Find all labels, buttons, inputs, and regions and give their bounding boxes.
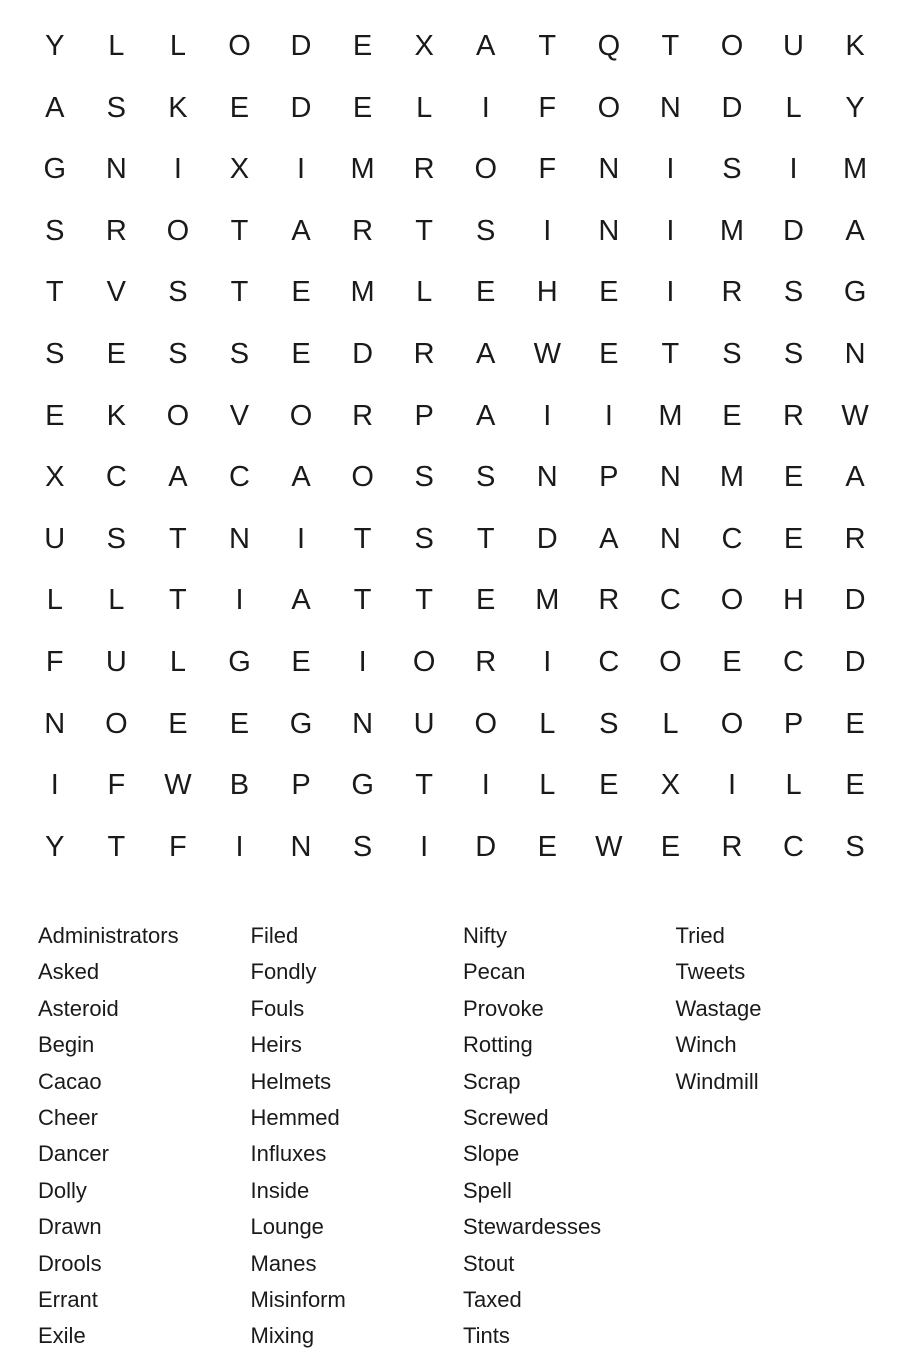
grid-row <box>24 447 886 509</box>
grid-letter[interactable]: H <box>783 584 804 617</box>
word-list-item: Administrators <box>38 923 179 948</box>
grid-letter[interactable]: I <box>235 830 244 863</box>
grid-letter[interactable]: E <box>229 91 250 124</box>
grid-letter[interactable]: E <box>722 645 742 678</box>
grid-letter[interactable]: R <box>413 153 435 186</box>
grid-letter[interactable]: L <box>539 707 556 740</box>
grid-letter[interactable]: M <box>658 399 683 432</box>
grid-letter[interactable]: S <box>476 214 496 247</box>
grid-letter[interactable]: D <box>290 91 312 124</box>
grid-letter[interactable]: L <box>169 645 186 678</box>
grid-letter[interactable]: Y <box>845 91 865 124</box>
grid-letter[interactable]: S <box>476 461 496 494</box>
grid-letter[interactable]: A <box>291 214 311 247</box>
grid-letter[interactable]: P <box>291 769 311 802</box>
grid-letter[interactable]: C <box>783 645 804 678</box>
grid-letter[interactable]: U <box>44 522 66 555</box>
grid-letter[interactable]: T <box>415 584 434 617</box>
grid-letter[interactable]: E <box>106 337 127 370</box>
grid-letter[interactable]: E <box>845 707 865 740</box>
grid-letter[interactable]: N <box>352 707 374 740</box>
grid-letter[interactable]: A <box>291 461 311 494</box>
grid-letter[interactable]: S <box>106 91 127 124</box>
grid-letter[interactable]: T <box>353 584 372 617</box>
grid-letter[interactable]: C <box>659 584 681 617</box>
word-list-item: Errant <box>38 1286 98 1312</box>
grid-letter[interactable]: R <box>844 522 866 555</box>
grid-letter[interactable]: L <box>108 584 125 617</box>
word-list-item: Helmets <box>250 1068 332 1094</box>
grid-letter[interactable]: A <box>845 214 865 247</box>
word-list-item: Winch <box>675 1032 737 1058</box>
grid-letter[interactable]: O <box>351 461 374 494</box>
grid-letter[interactable]: P <box>414 399 434 432</box>
grid-letter[interactable]: F <box>45 645 64 678</box>
word-list-item: Tried <box>675 923 725 948</box>
grid-letter[interactable]: O <box>720 30 744 62</box>
grid-letter[interactable]: C <box>105 461 127 494</box>
word-list-item: Dolly <box>38 1177 87 1203</box>
word-list <box>38 918 888 1355</box>
grid-letter[interactable]: N <box>290 830 312 863</box>
grid-letter[interactable]: E <box>352 91 373 124</box>
word-list-item: Tweets <box>675 959 746 985</box>
grid-letter[interactable]: E <box>599 337 619 370</box>
grid-letter[interactable]: D <box>536 522 558 555</box>
grid-letter[interactable]: I <box>173 153 182 186</box>
grid-letter[interactable]: I <box>543 214 552 247</box>
grid-letter[interactable]: D <box>844 584 866 617</box>
grid-letter[interactable]: R <box>413 337 435 370</box>
grid-letter[interactable]: D <box>352 337 374 370</box>
grid-letter[interactable]: E <box>783 461 804 494</box>
grid-letter[interactable]: A <box>476 399 496 432</box>
grid-letter[interactable]: L <box>662 707 679 740</box>
grid-letter[interactable]: S <box>722 337 742 370</box>
grid-letter[interactable]: S <box>414 461 434 494</box>
grid-letter[interactable]: O <box>228 30 251 62</box>
grid-letter[interactable]: W <box>841 399 869 432</box>
grid-letter[interactable]: O <box>412 645 436 678</box>
grid-letter[interactable]: E <box>537 830 557 863</box>
word-list-item: Stewardesses <box>463 1214 602 1240</box>
grid-letter[interactable]: U <box>413 707 435 740</box>
grid-row <box>24 509 886 571</box>
grid-letter[interactable]: L <box>416 276 433 309</box>
grid-letter[interactable]: E <box>476 584 496 617</box>
grid-letter[interactable]: V <box>229 399 250 432</box>
grid-letter[interactable]: I <box>604 399 613 432</box>
word-list-item: Lounge <box>250 1214 324 1240</box>
grid-letter[interactable]: E <box>291 276 311 309</box>
grid-letter[interactable]: T <box>230 214 249 247</box>
word-list-item: Fouls <box>250 995 305 1021</box>
grid-letter[interactable]: S <box>168 337 188 370</box>
grid-letter[interactable]: R <box>598 584 620 617</box>
grid-row <box>24 78 886 140</box>
grid-letter[interactable]: R <box>721 276 743 309</box>
grid-letter[interactable]: G <box>228 645 251 678</box>
grid-letter[interactable]: S <box>45 337 65 370</box>
grid-letter[interactable]: G <box>43 153 67 186</box>
word-list-item: Influxes <box>250 1141 327 1167</box>
grid-letter[interactable]: F <box>538 91 557 124</box>
word-list-item: Hemmed <box>250 1104 340 1130</box>
grid-letter[interactable]: X <box>229 153 250 186</box>
grid-letter[interactable]: T <box>661 30 680 62</box>
word-list-item: Cacao <box>38 1068 102 1094</box>
grid-letter[interactable]: I <box>543 399 552 432</box>
word-list-item: Provoke <box>463 995 544 1021</box>
grid-row <box>24 817 886 879</box>
grid-letter[interactable]: Y <box>45 830 65 863</box>
grid-letter[interactable]: W <box>164 769 192 802</box>
grid-row <box>24 139 886 201</box>
grid-letter[interactable]: L <box>169 30 186 62</box>
letter-grid <box>24 16 886 878</box>
grid-letter[interactable]: N <box>844 337 866 370</box>
grid-letter[interactable]: S <box>352 830 373 863</box>
grid-letter[interactable]: T <box>169 522 187 555</box>
grid-row <box>24 201 886 263</box>
grid-letter[interactable]: I <box>481 91 490 124</box>
grid-letter[interactable]: N <box>536 461 558 494</box>
grid-letter[interactable]: C <box>598 645 620 678</box>
grid-letter[interactable]: E <box>722 399 742 432</box>
grid-letter[interactable]: E <box>168 707 188 740</box>
grid-letter[interactable]: S <box>168 276 188 309</box>
grid-letter[interactable]: R <box>352 399 374 432</box>
grid-letter[interactable]: W <box>533 337 561 370</box>
grid-letter[interactable]: S <box>783 276 804 309</box>
word-list-item: Wastage <box>675 995 762 1021</box>
grid-letter[interactable]: I <box>789 153 798 186</box>
word-list-item: Rotting <box>463 1032 533 1058</box>
grid-letter[interactable]: D <box>721 91 743 124</box>
grid-letter[interactable]: I <box>666 276 675 309</box>
grid-letter[interactable]: N <box>105 153 127 186</box>
grid-letter[interactable]: F <box>107 769 126 802</box>
grid-letter[interactable]: E <box>783 522 804 555</box>
word-list-item: Drawn <box>38 1214 102 1240</box>
word-list-item: Tints <box>463 1323 510 1349</box>
grid-letter[interactable]: O <box>720 707 744 740</box>
grid-letter[interactable]: O <box>597 91 621 124</box>
word-list-item: Scrap <box>463 1068 521 1094</box>
word-list-item: Asked <box>38 959 100 985</box>
grid-letter[interactable]: O <box>166 214 190 247</box>
grid-letter[interactable]: I <box>666 214 675 247</box>
grid-letter[interactable]: G <box>289 707 313 740</box>
word-list-item: Begin <box>38 1032 95 1058</box>
grid-letter[interactable]: W <box>595 830 623 863</box>
grid-letter[interactable]: L <box>539 769 556 802</box>
grid-letter[interactable]: R <box>721 830 743 863</box>
grid-letter[interactable]: E <box>599 769 619 802</box>
grid-letter[interactable]: O <box>289 399 313 432</box>
grid-letter[interactable]: P <box>599 461 619 494</box>
grid-letter[interactable]: E <box>476 276 496 309</box>
grid-letter[interactable]: S <box>414 522 434 555</box>
grid-letter[interactable]: K <box>106 399 127 432</box>
grid-letter[interactable]: T <box>45 276 64 309</box>
grid-letter[interactable]: R <box>352 214 374 247</box>
grid-letter[interactable]: Y <box>45 30 65 62</box>
grid-row <box>24 694 886 756</box>
word-list-column <box>251 918 464 1355</box>
word-list-item: Filed <box>250 923 299 948</box>
grid-letter[interactable]: L <box>416 91 433 124</box>
grid-letter[interactable]: I <box>481 769 490 802</box>
grid-letter[interactable]: D <box>290 30 312 62</box>
grid-letter[interactable]: N <box>659 461 681 494</box>
grid-letter[interactable]: A <box>599 522 619 555</box>
grid-letter[interactable]: T <box>661 337 680 370</box>
grid-letter[interactable]: S <box>845 830 865 863</box>
grid-letter[interactable]: O <box>166 399 190 432</box>
grid-letter[interactable]: E <box>845 769 865 802</box>
grid-letter[interactable]: N <box>659 91 681 124</box>
grid-letter[interactable]: N <box>598 153 620 186</box>
grid-letter[interactable]: E <box>291 337 311 370</box>
grid-letter[interactable]: X <box>45 461 65 494</box>
word-list-item: Manes <box>250 1250 317 1276</box>
grid-letter[interactable]: T <box>230 276 249 309</box>
word-list-column <box>676 918 889 1355</box>
grid-letter[interactable]: F <box>538 153 557 186</box>
grid-row <box>24 16 886 78</box>
grid-letter[interactable]: S <box>783 337 804 370</box>
grid-letter[interactable]: E <box>599 276 619 309</box>
grid-letter[interactable]: T <box>169 584 187 617</box>
grid-letter[interactable]: N <box>598 214 620 247</box>
grid-letter[interactable]: C <box>783 830 804 863</box>
word-list-item: Drools <box>38 1250 102 1276</box>
grid-letter[interactable]: X <box>414 30 434 62</box>
grid-letter[interactable]: U <box>105 645 127 678</box>
grid-letter[interactable]: L <box>108 30 125 62</box>
grid-letter[interactable]: I <box>50 769 59 802</box>
grid-letter[interactable]: F <box>169 830 187 863</box>
grid-letter[interactable]: N <box>228 522 250 555</box>
grid-row <box>24 755 886 817</box>
grid-letter[interactable]: T <box>353 522 372 555</box>
grid-letter[interactable]: T <box>415 214 434 247</box>
grid-letter[interactable]: I <box>727 769 736 802</box>
grid-letter[interactable]: O <box>474 707 497 740</box>
grid-letter[interactable]: O <box>105 707 128 740</box>
word-list-item: Cheer <box>38 1104 98 1130</box>
word-list-item: Asteroid <box>38 995 119 1021</box>
word-list-item: Stout <box>463 1250 515 1276</box>
grid-letter[interactable]: P <box>783 707 804 740</box>
word-list-item: Exile <box>38 1323 86 1349</box>
grid-letter[interactable]: O <box>720 584 744 617</box>
grid-letter[interactable]: O <box>659 645 682 678</box>
grid-row <box>24 324 886 386</box>
grid-letter[interactable]: U <box>783 30 804 62</box>
grid-letter[interactable]: I <box>543 645 552 678</box>
grid-letter[interactable]: C <box>228 461 250 494</box>
word-list-item: Pecan <box>463 959 526 985</box>
grid-letter[interactable]: A <box>476 337 496 370</box>
grid-letter[interactable]: M <box>535 584 560 617</box>
grid-letter[interactable]: E <box>352 30 373 62</box>
grid-letter[interactable]: H <box>536 276 558 309</box>
grid-letter[interactable]: C <box>721 522 743 555</box>
word-list-item: Mixing <box>250 1323 315 1349</box>
grid-letter[interactable]: I <box>297 522 306 555</box>
grid-row <box>24 262 886 324</box>
grid-letter[interactable]: G <box>351 769 374 802</box>
grid-letter[interactable]: I <box>358 645 367 678</box>
word-list-item: Taxed <box>463 1286 522 1312</box>
grid-letter[interactable]: M <box>719 214 745 247</box>
grid-letter[interactable]: T <box>415 769 434 802</box>
grid-letter[interactable]: S <box>599 707 619 740</box>
grid-letter[interactable]: E <box>229 707 250 740</box>
word-list-item: Misinform <box>250 1286 346 1312</box>
grid-letter[interactable]: K <box>845 30 865 62</box>
word-list-item: Fondly <box>250 959 317 985</box>
grid-letter[interactable]: L <box>785 769 802 802</box>
grid-letter[interactable]: S <box>106 522 127 555</box>
grid-letter[interactable]: E <box>660 830 681 863</box>
grid-letter[interactable]: T <box>107 830 126 863</box>
grid-letter[interactable]: A <box>291 584 311 617</box>
grid-letter[interactable]: S <box>45 214 65 247</box>
word-list-item: Spell <box>463 1177 512 1203</box>
grid-letter[interactable]: K <box>168 91 188 124</box>
grid-row <box>24 632 886 694</box>
word-list-item: Heirs <box>250 1032 302 1058</box>
grid-letter[interactable]: R <box>783 399 804 432</box>
grid-letter[interactable]: T <box>476 522 495 555</box>
grid-letter[interactable]: L <box>46 584 63 617</box>
word-list-item: Windmill <box>675 1068 759 1094</box>
grid-letter[interactable]: G <box>843 276 867 309</box>
grid-letter[interactable]: X <box>660 769 681 802</box>
grid-letter[interactable]: I <box>297 153 306 186</box>
grid-letter[interactable]: M <box>350 153 375 186</box>
grid-letter[interactable]: T <box>538 30 557 62</box>
word-list-column <box>38 918 251 1355</box>
grid-letter[interactable]: E <box>291 645 311 678</box>
grid-letter[interactable]: E <box>45 399 65 432</box>
grid-letter[interactable]: I <box>666 153 675 186</box>
word-list-item: Slope <box>463 1141 520 1167</box>
grid-letter[interactable]: D <box>783 214 804 247</box>
grid-letter[interactable]: M <box>843 153 868 186</box>
grid-letter[interactable]: D <box>475 830 497 863</box>
grid-letter[interactable]: I <box>420 830 429 863</box>
grid-letter[interactable]: A <box>845 461 865 494</box>
grid-letter[interactable]: R <box>475 645 497 678</box>
grid-letter[interactable]: A <box>45 91 65 124</box>
word-list-item: Dancer <box>38 1141 109 1167</box>
grid-letter[interactable]: A <box>476 30 496 62</box>
word-list-item: Inside <box>250 1177 310 1203</box>
grid-letter[interactable]: S <box>722 153 742 186</box>
grid-letter[interactable]: M <box>350 276 375 309</box>
word-list-column <box>463 918 676 1355</box>
grid-letter[interactable]: S <box>229 337 250 370</box>
word-list-item: Screwed <box>463 1104 549 1130</box>
grid-letter[interactable]: N <box>44 707 66 740</box>
grid-letter[interactable]: N <box>659 522 681 555</box>
grid-letter[interactable]: A <box>168 461 188 494</box>
grid-letter[interactable]: L <box>785 91 802 124</box>
grid-letter[interactable]: Q <box>597 30 621 62</box>
grid-letter[interactable]: O <box>474 153 497 186</box>
grid-letter[interactable]: R <box>105 214 127 247</box>
grid-letter[interactable]: D <box>844 645 866 678</box>
grid-row <box>24 570 886 632</box>
grid-letter[interactable]: I <box>235 584 244 617</box>
grid-row <box>24 386 886 448</box>
grid-letter[interactable]: M <box>719 461 745 494</box>
word-list-item: Nifty <box>463 923 507 948</box>
grid-letter[interactable]: B <box>229 769 250 802</box>
grid-letter[interactable]: V <box>106 276 127 309</box>
